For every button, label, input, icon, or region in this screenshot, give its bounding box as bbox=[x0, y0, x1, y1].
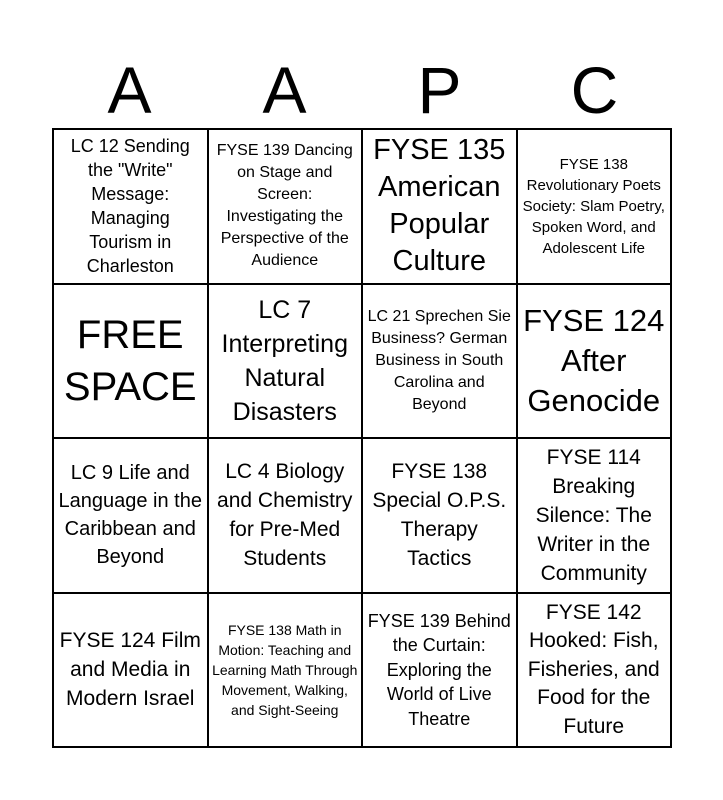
bingo-cell[interactable] bbox=[54, 130, 209, 285]
bingo-cell[interactable] bbox=[518, 130, 673, 285]
bingo-cell[interactable] bbox=[209, 439, 364, 594]
bingo-cell[interactable] bbox=[363, 439, 518, 594]
cell-label: LC 7 Interpreting Natural Disasters bbox=[221, 295, 348, 426]
header-letter: P bbox=[417, 53, 462, 127]
cell-label: LC 4 Biology and Chemistry for Pre-Med Students bbox=[217, 460, 353, 571]
bingo-cell[interactable] bbox=[209, 285, 364, 440]
cell-label: FYSE 135 American Popular Culture bbox=[373, 134, 506, 278]
cell-label: FYSE 139 Dancing on Stage and Screen: Investigating the Perspective of the Audience bbox=[216, 142, 353, 270]
header-letter: C bbox=[570, 53, 619, 127]
bingo-cell[interactable] bbox=[363, 285, 518, 440]
bingo-header bbox=[52, 52, 672, 128]
bingo-cell[interactable] bbox=[363, 594, 518, 749]
cell-label: FYSE 142 Hooked: Fish, Fisheries, and Food for the Future bbox=[527, 600, 660, 738]
bingo-cell[interactable] bbox=[209, 594, 364, 749]
bingo-cell[interactable] bbox=[518, 594, 673, 749]
bingo-cell[interactable] bbox=[209, 130, 364, 285]
cell-label: LC 12 Sending the "Write" Message: Managing Tourism in Charleston bbox=[70, 136, 190, 277]
bingo-cell[interactable] bbox=[518, 285, 673, 440]
cell-label: FYSE 138 Revolutionary Poets Society: Slam Poetry, Spoken Word, and Adolescent Life bbox=[522, 155, 665, 257]
cell-label: LC 9 Life and Language in the Caribbean and Beyond bbox=[58, 462, 202, 569]
cell-label: LC 21 Sprechen Sie Business? German Business in South Carolina and Beyond bbox=[367, 307, 511, 413]
cell-label: FYSE 124 After Genocide bbox=[523, 302, 665, 418]
cell-label: FYSE 138 Math in Motion: Teaching and Learning Math Through Movement, Walking, and Sight-Seeing bbox=[212, 621, 358, 718]
bingo-cell[interactable] bbox=[54, 439, 209, 594]
cell-label: FYSE 139 Behind the Curtain: Exploring the World of Live Theatre bbox=[367, 610, 511, 729]
cell-label: FYSE 124 Film and Media in Modern Israel bbox=[59, 629, 201, 711]
cell-label: FYSE 138 Special O.P.S. Therapy Tactics bbox=[372, 460, 507, 571]
bingo-cell[interactable] bbox=[363, 130, 518, 285]
bingo-grid bbox=[52, 128, 672, 748]
bingo-cell[interactable] bbox=[54, 594, 209, 749]
free-space-cell[interactable] bbox=[54, 285, 209, 440]
cell-label: FYSE 114 Breaking Silence: The Writer in the Community bbox=[535, 445, 652, 585]
cell-label: FREE SPACE bbox=[63, 312, 197, 409]
header-letter: A bbox=[107, 53, 152, 127]
header-letter: A bbox=[262, 53, 307, 127]
bingo-cell[interactable] bbox=[518, 439, 673, 594]
